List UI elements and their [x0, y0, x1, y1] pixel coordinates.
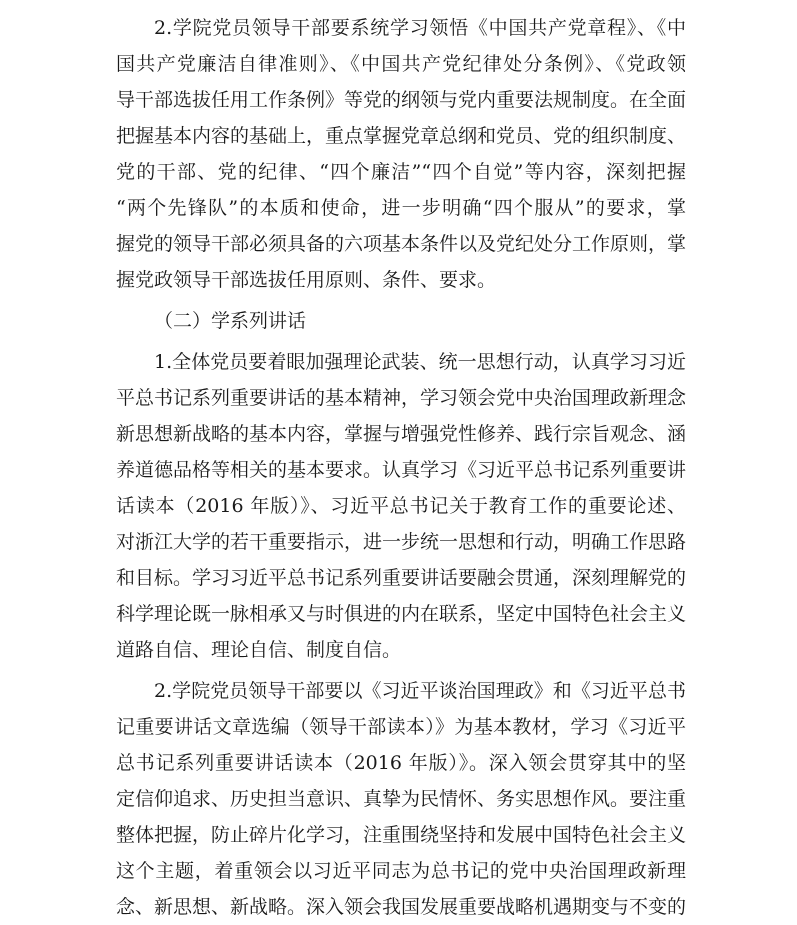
paragraph-1-line-4: 把握基本内容的基础上，重点掌握党章总纲和党员、党的组织制度、: [116, 125, 686, 147]
paragraph-3-line-6: 这个主题，着重领会以习近平同志为总书记的党中央治国理政新理: [116, 860, 686, 882]
paragraph-1-line-6: “两个先锋队”的本质和使命，进一步明确“四个服从”的要求，掌: [116, 197, 686, 219]
paragraph-1-line-3: 导干部选拔任用工作条例》等党的纲领与党内重要法规制度。在全面: [116, 89, 686, 111]
paragraph-3-line-7: 念、新思想、新战略。深入领会我国发展重要战略机遇期变与不变的: [116, 896, 686, 918]
paragraph-2-line-9: 道路自信、理论自信、制度自信。: [116, 639, 402, 661]
paragraph-2-line-7: 和目标。学习习近平总书记系列重要讲话要融会贯通，深刻理解党的: [116, 567, 686, 589]
paragraph-2-line-6: 对浙江大学的若干重要指示，进一步统一思想和行动，明确工作思路: [116, 531, 686, 553]
paragraph-1-line-1: 2.学院党员领导干部要系统学习领悟《中国共产党章程》、《中: [154, 17, 686, 39]
paragraph-1-line-5: 党的干部、党的纪律、“四个廉洁”“四个自觉”等内容，深刻把握: [116, 161, 686, 183]
paragraph-2-line-1: 1.全体党员要着眼加强理论武装、统一思想行动，认真学习习近: [154, 351, 686, 373]
paragraph-2-line-5: 话读本（2016 年版）》、习近平总书记关于教育工作的重要论述、: [116, 495, 686, 517]
paragraph-1-line-2: 国共产党廉洁自律准则》、《中国共产党纪律处分条例》、《党政领: [116, 53, 686, 75]
paragraph-3-line-4: 定信仰追求、历史担当意识、真挚为民情怀、务实思想作风。要注重: [116, 788, 686, 810]
section-heading: （二）学系列讲话: [154, 310, 307, 332]
paragraph-3-line-3: 总书记系列重要讲话读本（2016 年版）》。深入领会贯穿其中的坚: [116, 752, 686, 774]
paragraph-3-line-5: 整体把握，防止碎片化学习，注重围绕坚持和发展中国特色社会主义: [116, 824, 686, 846]
paragraph-2-line-8: 科学理论既一脉相承又与时俱进的内在联系，坚定中国特色社会主义: [116, 603, 686, 625]
paragraph-1-line-7: 握党的领导干部必须具备的六项基本条件以及党纪处分工作原则，掌: [116, 233, 686, 255]
paragraph-3-line-1: 2.学院党员领导干部要以《习近平谈治国理政》和《习近平总书: [154, 680, 686, 702]
paragraph-1-line-8: 握党政领导干部选拔任用原则、条件、要求。: [116, 269, 497, 291]
paragraph-2-line-3: 新思想新战略的基本内容，掌握与增强党性修养、践行宗旨观念、涵: [116, 423, 686, 445]
paragraph-3-line-2: 记重要讲话文章选编（领导干部读本）》为基本教材，学习《习近平: [116, 716, 686, 738]
paragraph-2-line-2: 平总书记系列重要讲话的基本精神，学习领会党中央治国理政新理念: [116, 387, 686, 409]
paragraph-2-line-4: 养道德品格等相关的基本要求。认真学习《习近平总书记系列重要讲: [116, 459, 686, 481]
